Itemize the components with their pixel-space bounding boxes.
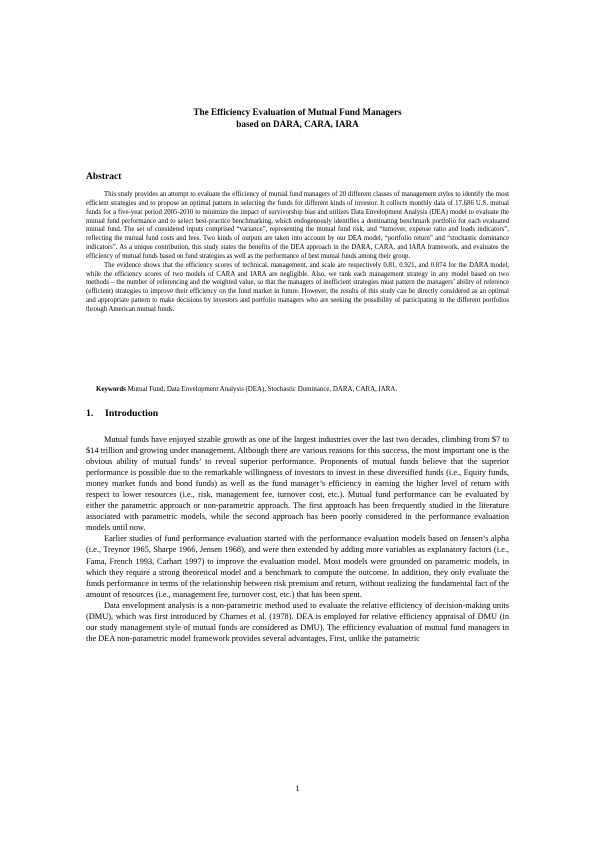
keywords-text: Mutual Fund, Data Envelopment Analysis (DEA), Stochastic Dominance, DARA, CARA, IARA. (125, 386, 398, 393)
title-line-1: The Efficiency Evaluation of Mutual Fund Managers (193, 107, 402, 117)
paper-title (80, 106, 515, 130)
abstract-heading: Abstract (86, 172, 122, 182)
abstract-paragraph: The evidence shows that the efficiency scores of technical, management, and scale are respectively 0.81, 0.921, and 0.874 for the DARA model, while the efficiency scores of two models of CARA and IARA are negligible. Also, we rank each management strategy in any model based on two methods – the number of referencing and the weighted value, so that the managers of inefficient strategies must pattern the managers’ ability of reference (efficient) strategies to improve their efficiency on the fund market in future. However, the results of this study can be directly considered as an optimal and appropriate pattern to make decisions by investors and portfolio managers who are seeking the possibility of participating in the different portfolios through American mutual funds. (86, 261, 509, 313)
introduction-body (86, 434, 509, 644)
body-paragraph: Mutual funds have enjoyed sizable growth as one of the largest industries over the last two decades, climbing from $7 to $14 trillion and growing under management. Although there are various reasons for this success, the most important one is the obvious ability of mutual funds’ to reveal superior performance. Proponents of mutual funds believe that the superior performance is possible due to the remarkable willingness of investors to invest in these diversified funds (i.e., Equity funds, money market funds and bond funds) as well as the fund manager’s efficiency in earning the higher level of return with respect to lower resources (i.e., risk, management fee, turnover cost, etc.). Mutual fund performance can be evaluated by either the parametric approach or non-parametric approach. The first approach has been frequently studied in the literature associated with parametric models, while the second approach has been poorly considered in the performance evaluation models until now. (86, 435, 509, 533)
body-paragraph: Earlier studies of fund performance evaluation started with the performance evaluation models based on Jensen’s alpha (i.e., Treynor 1965, Sharpe 1966, Jensen 1968), and were then extended by adding more variables as explanatory factors (i.e., Fama, French 1993, Carhart 1997) to improve the evaluation model. Most models were grounded on parametric models, in which they require a strong theoretical model and a benchmark to compute the outcome. In addition, they only evaluate the funds performance in terms of the relationship between risk premium and return, without realizing the fundamental fact of the amount of resources (i.e., management fee, turnover cost, etc.) that has been spent. (86, 534, 509, 599)
section-number: 1. (86, 408, 94, 419)
title-line-2: based on DARA, CARA, IARA (236, 119, 359, 129)
abstract-body (86, 191, 509, 315)
section-title: Introduction (105, 408, 159, 419)
keywords-line (96, 385, 516, 394)
abstract-paragraph: This study provides an attempt to evaluate the efficiency of mutual fund managers of 20 different classes of management styles to identify the most efficient strategies and to propose an optimal pattern in selecting the funds for different kinds of investor. It collects monthly data of 17,686 U.S. mutual funds for a five-year period 2005-2010 to minimize the impact of survivorship bias and utilizes Data Envelopment Analysis (DEA) model to evaluate the mutual fund performance and to select best-practice benchmarking, which endogenously identifies a dominating benchmark portfolio for each evaluated mutual fund. The set of considered inputs comprised “variance”, representing the mutual fund risk, and “turnover, expense ratio and loads indicators”, reflecting the mutual fund costs and fees. Two kinds of outputs are taken into account by our DEA model, “portfolio return” and “stochastic dominance indicators”. As a unique contribution, this study states the benefits of the DEA approach in the DARA, CARA, and IARA framework, and evaluates the efficiency of mutual funds based on fund strategies as well as the performance of best mutual funds among their group. (86, 191, 509, 260)
body-paragraph: Data envelopment analysis is a non-parametric method used to evaluate the relative efficiency of decision-making units (DMU), which was first introduced by Charnes et al. (1978). DEA is employed for relative efficiency appraisal of DMU (in our study management style of mutual funds are considered as DMU). The efficiency evaluation of mutual fund managers in the DEA non-parametric model framework provides several advantages. First, unlike the parametric (86, 600, 509, 643)
page-number: 1 (295, 783, 300, 793)
section-heading-introduction (86, 408, 158, 420)
keywords-label: Keywords (96, 386, 126, 393)
